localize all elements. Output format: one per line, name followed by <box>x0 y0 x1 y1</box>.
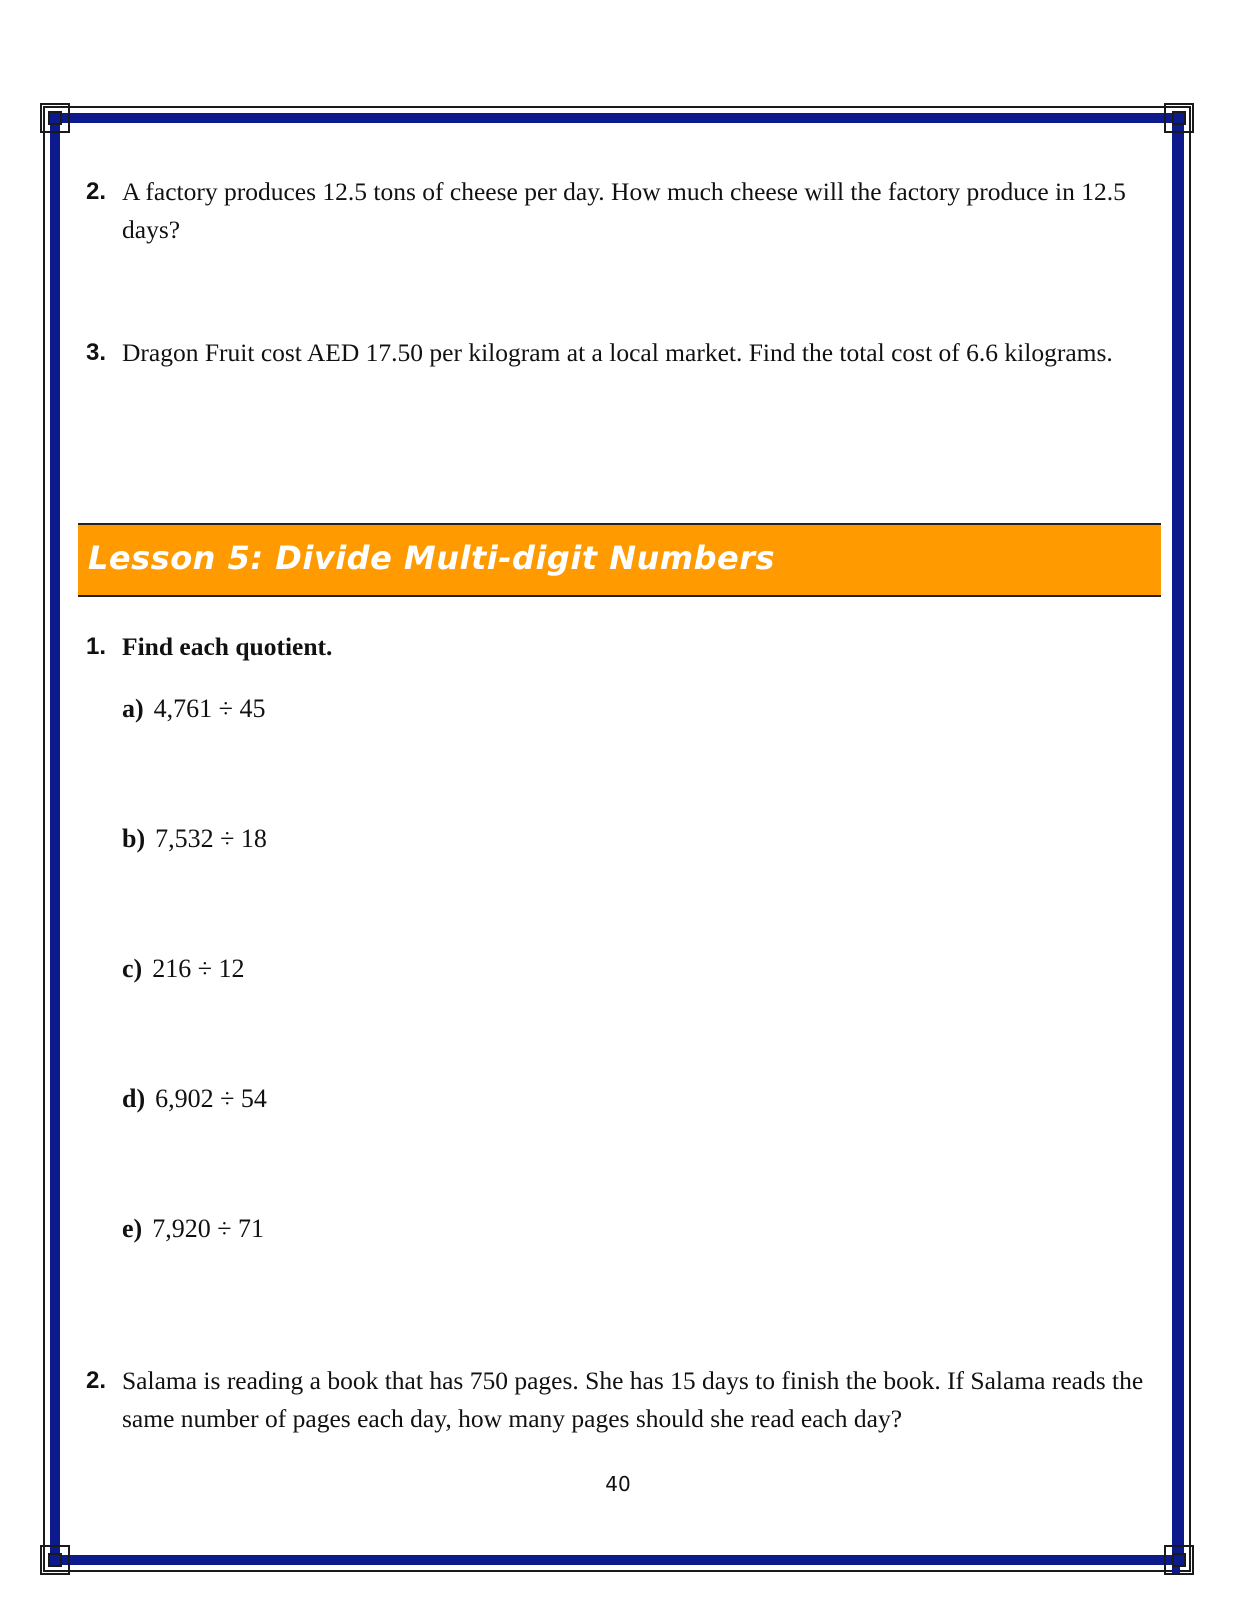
division-expression: 7,532 ÷ 18 <box>155 824 267 853</box>
question-number: 2. <box>86 1367 107 1394</box>
division-expression: 4,761 ÷ 45 <box>153 694 266 723</box>
division-expression: 7,920 ÷ 71 <box>152 1214 264 1243</box>
subquestion-c <box>122 952 244 986</box>
corner-ornament-top-right <box>1164 103 1194 133</box>
subquestion-label: d) <box>122 1084 146 1113</box>
subquestion-d <box>122 1082 267 1116</box>
question-1-quotients <box>86 628 1166 666</box>
subquestion-e <box>122 1212 264 1246</box>
division-expression: 216 ÷ 12 <box>152 954 245 983</box>
subquestion-label: e) <box>122 1214 143 1243</box>
corner-ornament-bottom-left <box>40 1545 70 1575</box>
subquestion-label: b) <box>122 824 146 853</box>
question-number: 2. <box>86 178 107 205</box>
corner-ornament-bottom-right <box>1164 1545 1194 1575</box>
subquestion-a <box>122 692 265 726</box>
corner-ornament-top-left <box>40 103 70 133</box>
page-frame-shadow <box>1172 125 1180 1573</box>
page-number: 40 <box>605 1472 631 1496</box>
subquestion-b <box>122 822 267 856</box>
lesson-title: Lesson 5: Divide Multi-digit Numbers <box>88 539 776 577</box>
subquestion-label: c) <box>122 954 143 983</box>
question-text: A factory produces 12.5 tons of cheese per day. How much cheese will the factory produce in 12.5 days? <box>122 177 1126 244</box>
question-3-dragon-fruit <box>86 337 1166 369</box>
question-2-salama-book <box>86 1362 1166 1438</box>
subquestion-label: a) <box>122 694 144 723</box>
question-2-cheese <box>86 173 1166 249</box>
question-number: 1. <box>86 633 107 660</box>
lesson-header-bar <box>78 523 1161 597</box>
division-expression: 6,902 ÷ 54 <box>155 1084 267 1113</box>
question-text: Salama is reading a book that has 750 pages. She has 15 days to finish the book. If Salama reads the same number of pages each day, how many pages should she read each day? <box>122 1366 1144 1433</box>
question-number: 3. <box>86 339 107 366</box>
question-title: Find each quotient. <box>122 632 333 661</box>
question-text: Dragon Fruit cost AED 17.50 per kilogram at a local market. Find the total cost of 6.6 kilograms. <box>122 338 1113 367</box>
